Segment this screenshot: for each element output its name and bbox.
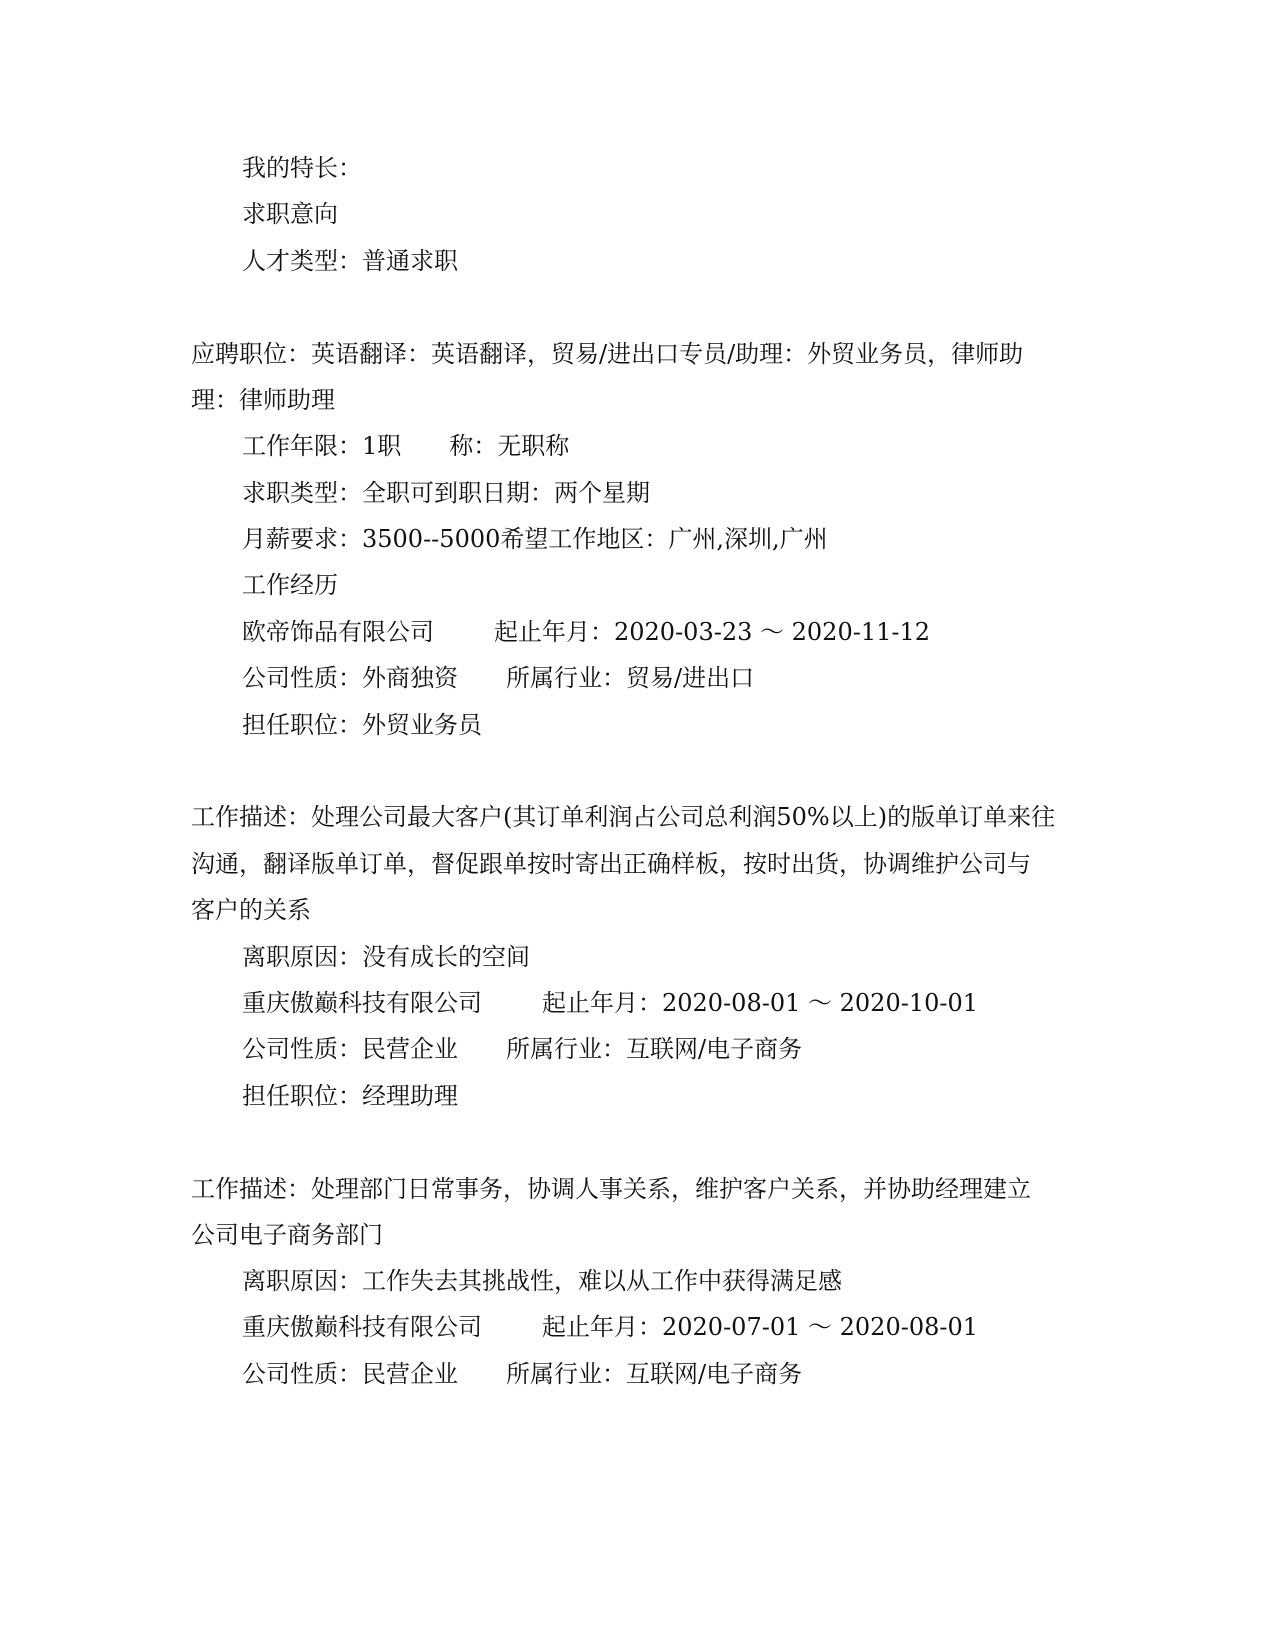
- job-2-leave-reason: 离职原因：工作失去其挑战性，难以从工作中获得满足感: [242, 1267, 842, 1295]
- job-1-industry: 所属行业：贸易/进出口: [506, 664, 755, 692]
- job-3-period: 起止年月：2020-07-01 ～ 2020-08-01: [542, 1313, 979, 1341]
- job-1-role: 担任职位：外贸业务员: [242, 711, 482, 739]
- job-3-header: [242, 1310, 978, 1344]
- job-1-desc-line-2: 沟通，翻译版单订单，督促跟单按时寄出正确样板，按时出货，协调维护公司与: [191, 850, 1031, 878]
- position-line-1: 应聘职位：英语翻译：英语翻译，贸易/进出口专员/助理：外贸业务员，律师助: [191, 340, 1024, 368]
- experience-heading: 工作经历: [242, 571, 338, 599]
- job-1-desc-line-1: 工作描述：处理公司最大客户(其订单利润占公司总利润50%以上)的版单订单来往: [191, 803, 1056, 831]
- job-title-level: 称：无职称: [449, 432, 570, 460]
- job-type: 求职类型：全职可到职日期：两个星期: [242, 479, 650, 507]
- job-2-role: 担任职位：经理助理: [242, 1082, 458, 1110]
- job-3-nature: 公司性质：民营企业: [242, 1360, 458, 1388]
- job-1-header: [242, 615, 930, 649]
- work-years: 工作年限：1职: [242, 432, 402, 460]
- years-title-row: [242, 429, 569, 463]
- job-1-nature: 公司性质：外商独资: [242, 664, 458, 692]
- job-2-desc-line-1: 工作描述：处理部门日常事务，协调人事关系，维护客户关系，并协助经理建立: [191, 1175, 1031, 1203]
- job-2-desc-line-2: 公司电子商务部门: [191, 1221, 383, 1249]
- job-1-company: 欧帝饰品有限公司: [242, 618, 434, 646]
- job-2-industry: 所属行业：互联网/电子商务: [506, 1035, 803, 1063]
- job-2-header: [242, 986, 978, 1020]
- salary-location: 月薪要求：3500--5000希望工作地区：广州,深圳,广州: [242, 525, 828, 553]
- job-1-period: 起止年月：2020-03-23 ～ 2020-11-12: [494, 618, 931, 646]
- job-2-company: 重庆傲巅科技有限公司: [242, 989, 482, 1017]
- job-2-nature: 公司性质：民营企业: [242, 1035, 458, 1063]
- position-line-2: 理：律师助理: [191, 386, 335, 414]
- job-3-industry: 所属行业：互联网/电子商务: [506, 1360, 803, 1388]
- job-3-company: 重庆傲巅科技有限公司: [242, 1313, 482, 1341]
- job-2-meta: [242, 1032, 802, 1066]
- job-1-meta: [242, 661, 754, 695]
- job-1-leave-reason: 离职原因：没有成长的空间: [242, 943, 530, 971]
- intent-heading: 求职意向: [242, 200, 338, 228]
- job-1-desc-line-3: 客户的关系: [191, 896, 311, 924]
- job-3-meta: [242, 1357, 802, 1391]
- talent-type: 人才类型：普通求职: [242, 247, 458, 275]
- specialty-label: 我的特长：: [242, 154, 362, 182]
- job-2-period: 起止年月：2020-08-01 ～ 2020-10-01: [542, 989, 979, 1017]
